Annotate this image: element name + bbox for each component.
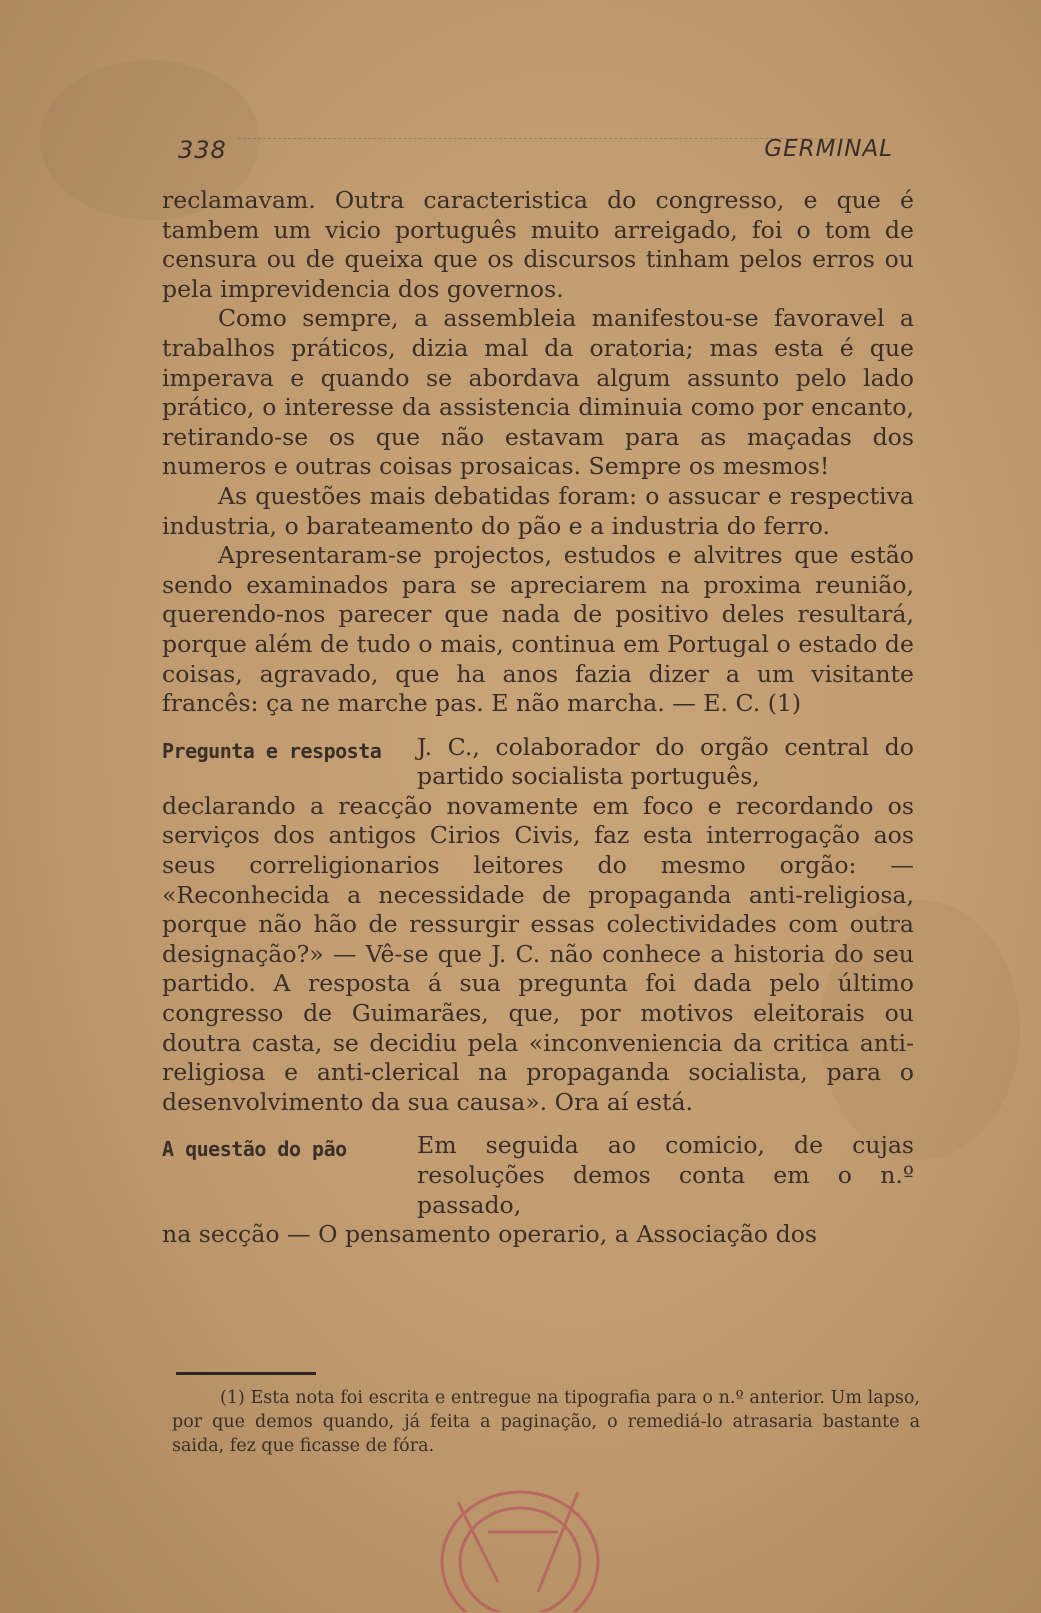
- section-title: A questão do pão: [162, 1137, 347, 1162]
- page-header: [178, 136, 893, 170]
- paragraph: Como sempre, a assembleia manifestou-se favoravel a trabalhos práticos, dizia mal da oratoria; mas esta é que imperava e quando se abordava algum assunto pelo lado prático, o interesse da assistencia diminuia como por encanto, retirando-se os que não estavam para as maçadas dos numeros e outras coisas prosaicas. Sempre os mesmos!: [162, 304, 914, 481]
- header-rule: [238, 138, 853, 139]
- library-stamp: [428, 1462, 618, 1612]
- footnote-rule: [176, 1372, 316, 1375]
- section-a-questao-do-pao: [162, 1131, 914, 1220]
- paragraph: declarando a reacção novamente em foco e recordando os serviços dos antigos Cirios Civis, faz esta interrogação aos seus correligionarios leitores do mesmo orgão: — «Reconhecida a necessidade de propaganda anti-religiosa, porque não hão de ressurgir essas colectividades com outra designação?» — Vê-se que J. C. não conhece a historia do seu partido. A resposta á sua pregunta foi dada pelo último congresso de Guimarães, que, por motivos eleitorais ou doutra casta, se decidiu pela «inconveniencia da critica anti-religiosa e anti-clerical na propaganda socialista, para o desenvolvimento da sua causa». Ora aí está.: [162, 791, 914, 1116]
- footnote: [172, 1386, 920, 1458]
- page-number: 338: [178, 136, 227, 164]
- paragraph: na secção — O pensamento operario, a Associação dos: [162, 1220, 818, 1249]
- section-pregunta-e-resposta: [162, 733, 914, 792]
- paragraph: reclamavam. Outra caracteristica do congresso, e que é tambem um vicio português muito arreigado, foi o tom de censura ou de queixa que os discursos tinham pelos erros ou pela imprevidencia dos governos.: [162, 186, 914, 303]
- section-first-line: Em seguida ao comicio, de cujas resoluções demos conta em o n.º passado,: [417, 1131, 914, 1219]
- paragraph: Apresentaram-se projectos, estudos e alvitres que estão sendo examinados para se apreciarem na proxima reunião, querendo-nos parecer que nada de positivo deles resultará, porque além de tudo o mais, continua em Portugal o estado de coisas, agravado, que ha anos fazia dizer a um visitante francês: ça ne marche pas. E não marcha. — E. C. (1): [162, 541, 914, 718]
- section-first-line: J. C., colaborador do orgão central do partido socialista português,: [417, 732, 914, 791]
- section-title: Pregunta e resposta: [162, 738, 382, 763]
- paragraph: As questões mais debatidas foram: o assucar e respectiva industria, o barateamento do pão e a industria do ferro.: [162, 481, 914, 540]
- footnote-text: (1) Esta nota foi escrita e entregue na tipografia para o n.º anterior. Um lapso, por que demos quando, já feita a paginação, o remediá-lo atrasaria bastante a saida, fez que ficasse de fóra.: [172, 1388, 920, 1456]
- running-head: GERMINAL: [764, 136, 893, 162]
- page-body: [162, 186, 914, 1250]
